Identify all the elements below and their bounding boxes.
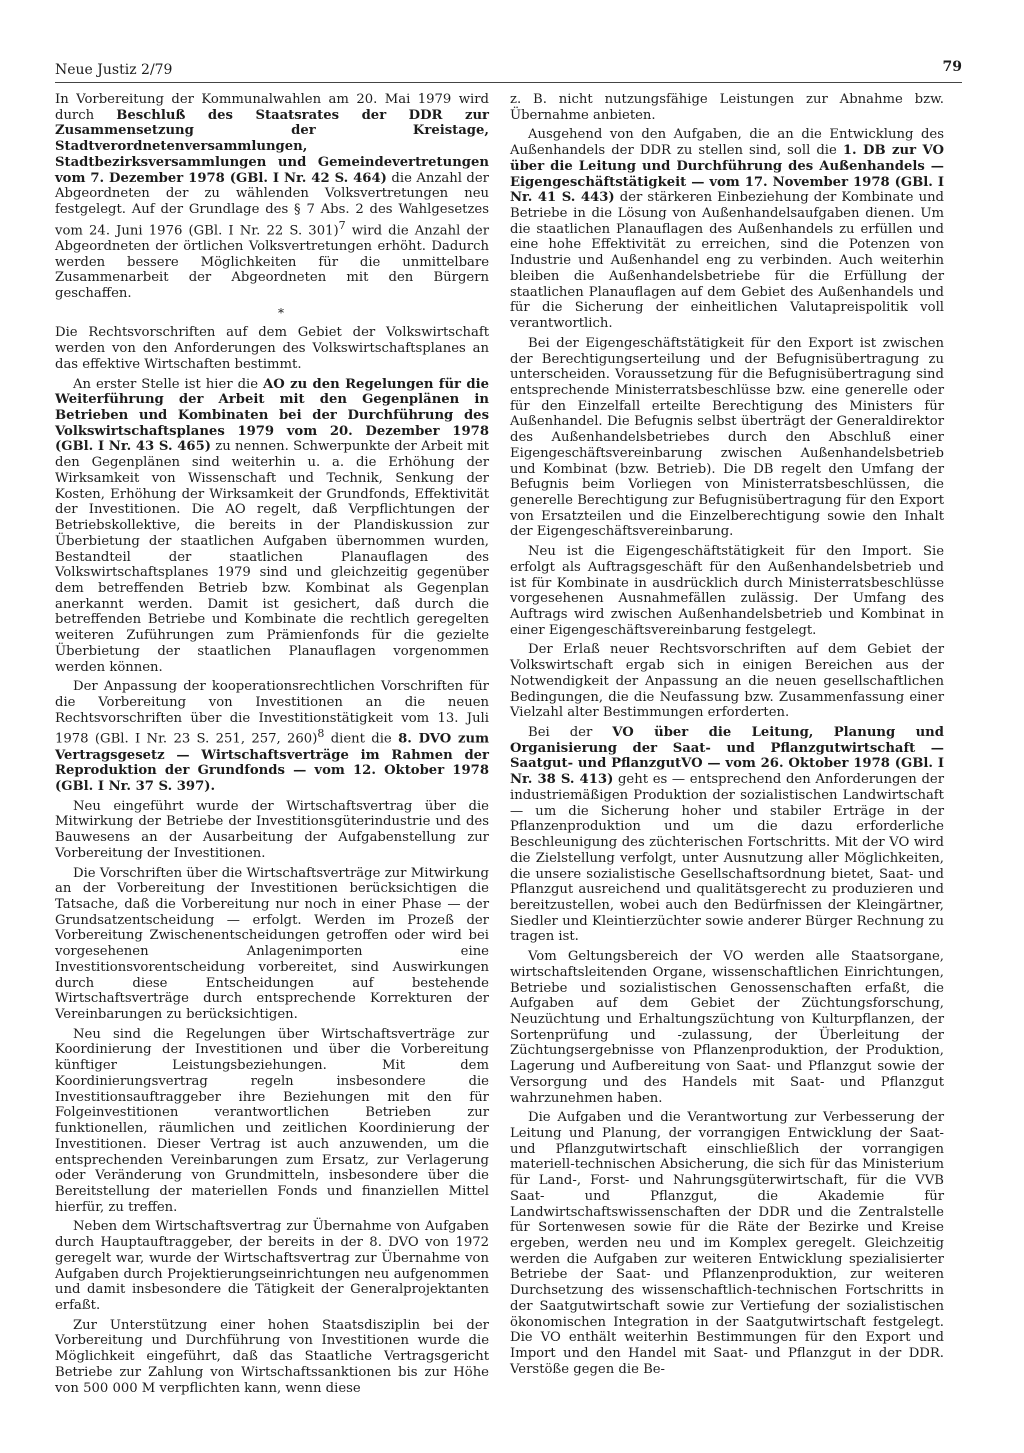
paragraph: Neu eingeführt wurde der Wirtschaftsvertrag über die Mitwirkung der Betriebe der Investitionsgüterindustrie und des Bauwesens an der Ausarbeitung der Aufgabenstellung zur Vorbereitung der Investitionen. (55, 798, 489, 861)
paragraph: Zur Unterstützung einer hohen Staatsdisziplin bei der Vorbereitung und Durchführung von Investitionen wurde die Möglichkeit eingeführt, daß das Staatliche Vertragsgericht Betriebe zur Zahlung von Wirtschaftssanktionen bis zur Höhe von 500 000 M verpflichten kann, wenn diese (55, 1317, 489, 1396)
paragraph: Vom Geltungsbereich der VO werden alle Staatsorgane, wirtschaftsleitenden Organe, wissenschaftlichen Einrichtungen, Betriebe und sozialistischen Genossenschaften erfaßt, die Aufgaben auf dem Gebiet der Züchtungsforschung, Neuzüchtung und Erhaltungszüchtung von Kulturpflanzen, der Sortenprüfung und -zulassung, der Überleitung der Züchtungsergebnisse von Pflanzenproduktion, der Produktion, Lagerung und Aufbereitung von Saat- und Pflanzgut sowie der Versorgung und des Handels mit Saat- und Pflanzgut wahrzunehmen haben. (510, 949, 944, 1106)
section-separator: * (278, 305, 284, 320)
paragraph: z. B. nicht nutzungsfähige Leistungen zur Abnahme bzw. Übernahme anbieten. (510, 92, 944, 123)
paragraph: Ausgehend von den Aufgaben, die an die Entwicklung des Außenhandels der DDR zu stellen sind, soll die 1. DB zur VO über die Leitung und Durchführung des Außenhandels — Eigengeschäftstätigkeit — vom 17. November 1978 (GBl. I Nr. 41 S. 443) der stärkeren Einbeziehung der Kombinate und Betriebe in die Lösung von Außenhandelsaufgaben dienen. Um die staatlichen Planauflagen des Außenhandels zu erfüllen und eine hohe Effektivität zu erreichen, sind die Potenzen von Industrie und Außenhandel eng zu verbinden. Auch weiterhin bleiben die Außenhandelsbetriebe für die Erfüllung der staatlichen Planauflagen auf dem Gebiet des Außenhandels und für die Sicherung der einheitlichen Valutapreispolitik voll verantwortlich. (510, 127, 944, 332)
paragraph: Der Erlaß neuer Rechtsvorschriften auf dem Gebiet der Volkswirtschaft ergab sich in einigen Bereichen aus der Notwendigkeit der Anpassung an die neuen gesellschaftlichen Bedingungen, die die Neufassung bzw. Zusammenfassung einer Vielzahl alter Bestimmungen erforderten. (510, 642, 944, 721)
paragraph: Die Rechtsvorschriften auf dem Gebiet der Volkswirtschaft werden von den Anforderungen des Volkswirtschaftsplanes an das effektive Wirtschaften bestimmt. (55, 325, 489, 372)
footnote-ref: 8 (317, 727, 325, 741)
page-header (55, 59, 962, 83)
paragraph: Bei der Eigengeschäftstätigkeit für den Export ist zwischen der Berechtigungserteilung und der Befugnisübertragung zu unterscheiden. Voraussetzung für die Befugnisübertragung sind entsprechende Ministerratsbeschlüsse bzw. eine generelle oder für den Einzelfall erteilte Berechtigung des Ministers für Außenhandel. Die Befugnis selbst überträgt der Generaldirektor des Außenhandelsbetriebes durch den Abschluß einer Eigengeschäftsvereinbarung zwischen Außenhandelsbetrieb und Kombinat (bzw. Betrieb). Die DB regelt den Umfang der Befugnis beim Vorliegen von Ministerratsbeschlüssen, die generelle Berechtigung zur Befugnisübertragung für den Export von Ersatzteilen und die Einzelberechtigung sowie den Inhalt der Eigengeschäftsvereinbarung. (510, 335, 944, 540)
paragraph: Die Vorschriften über die Wirtschaftsverträge zur Mitwirkung an der Vorbereitung der Investitionen berücksichtigen die Tatsache, daß die Vorbereitung nur noch in einer Phase — der Grundsatzentscheidung — erfolgt. Werden im Prozeß der Vorbereitung Zwischenentscheidungen getroffen oder wird bei vorgesehenen Anlagenimporten eine Investitionsvorentscheidung vorbereitet, sind Auswirkungen durch diese Entscheidungen auf bestehende Wirtschaftsverträge durch entsprechende Korrekturen der Vereinbarungen zu berücksichtigen. (55, 865, 489, 1023)
page-number: 79 (942, 59, 962, 75)
paragraph: An erster Stelle ist hier die AO zu den Regelungen für die Weiterführung der Arbeit mit den Gegenplänen in Betrieben und Kombinaten bei der Durchführung des Volkswirtschaftsplanes 1979 vom 20. Dezember 1978 (GBl. I Nr. 43 S. 465) zu nennen. Schwerpunkte der Arbeit mit den Gegenplänen sind weiterhin u. a. die Erhöhung der Wirksamkeit von Wissenschaft und Technik, Senkung der Kosten, Erhöhung der Wirksamkeit der Grundfonds, Effektivität der Investitionen. Die AO regelt, daß Verpflichtungen der Betriebskollektive, die bereits in der Plandiskussion zur Überbietung der staatlichen Aufgaben übernommen wurden, Bestandteil der staatlichen Planauflagen des Volkswirtschaftsplanes 1979 sind und gleichzeitig gegenüber dem betreffenden Betrieb bzw. Kombinat als Gegenplan anerkannt werden. Damit ist gesichert, daß durch die betreffenden Betriebe und Kombinate die rechtlich geregelten weiteren Zuführungen zum Prämienfonds für die gezielte Überbietung der staatlichen Planauflagen vorgenommen werden können. (55, 376, 489, 675)
journal-title: Neue Justiz 2/79 (55, 62, 173, 78)
paragraph: Neu sind die Regelungen über Wirtschaftsverträge zur Koordinierung der Investitionen und über die Vorbereitung künftiger Leistungsbeziehungen. Mit dem Koordinierungsvertrag regeln insbesondere die Investitionsauftraggeber ihre Beziehungen mit den für Folgeinvestitionen verantwortlichen Betrieben zur funktionellen, räumlichen und zeitlichen Koordinierung der Investitionen. Dieser Vertrag ist auch anzuwenden, um die entsprechenden Vereinbarungen zum Ersatz, zur Verlagerung oder Veränderung von Grundmitteln, insbesondere über die Bereitstellung der materiellen Fonds und finanziellen Mittel hierfür, zu treffen. (55, 1026, 489, 1215)
paragraph: Die Aufgaben und die Verantwortung zur Verbesserung der Leitung und Planung, der vorrangigen Entwicklung der Saat- und Pflanzgutwirtschaft einschließlich der vorrangigen materiell-technischen Absicherung, die sich für das Ministerium für Land-, Forst- und Nahrungsgüterwirtschaft, für die VVB Saat- und Pflanzgut, die Akademie für Landwirtschaftswissenschaften der DDR und die Zentralstelle für Sortenwesen sowie für die Räte der Bezirke und Kreise ergeben, werden neu und im Komplex geregelt. Gleichzeitig werden die Aufgaben zur weiteren Entwicklung spezialisierter Betriebe der Saat- und Pflanzenproduktion, zur weiteren Durchsetzung des wissenschaftlich-technischen Fortschritts in der Saatgutwirtschaft sowie zur Vertiefung der sozialistischen ökonomischen Integration in der Saatgutwirtschaft festgelegt. Die VO enthält weiterhin Bestimmungen für den Export und Import und den Handel mit Saat- und Pflanzgut in der DDR. Verstöße gegen die Be- (510, 1110, 944, 1377)
left-column (55, 92, 489, 1400)
paragraph: In Vorbereitung der Kommunalwahlen am 20. Mai 1979 wird durch Beschluß des Staatsrates der DDR zur Zusammensetzung der Kreistage, Stadtverordnetenversammlungen, Stadtbezirksversammlungen und Gemeindevertretungen vom 7. Dezember 1978 (GBl. I Nr. 42 S. 464) die Anzahl der Abgeordneten der zu wählenden Volksvertretungen neu festgelegt. Auf der Grundlage des § 7 Abs. 2 des Wahlgesetzes vom 24. Juni 1976 (GBl. I Nr. 22 S. 301)$^7$ wird die Anzahl der Abgeordneten der örtlichen Volksvertretungen erhöht. Dadurch werden bessere Möglichkeiten für die unmittelbare Zusammenarbeit der Abgeordneten mit den Bürgern geschaffen. (55, 92, 490, 302)
footnote-ref: 7 (338, 218, 346, 232)
paragraph: Neu ist die Eigengeschäftstätigkeit für den Import. Sie erfolgt als Auftragsgeschäft für den Außenhandelsbetrieb und ist für Kombinate in ausdrücklich durch Ministerratsbeschlüsse vorgesehenen Ausnahmefällen zulässig. Der Umfang des Auftrags wird zwischen Außenhandelsbetrieb und Kombinat in einer Eigengeschäftsvereinbarung festgelegt. (510, 544, 944, 638)
paragraph: Neben dem Wirtschaftsvertrag zur Übernahme von Aufgaben durch Hauptauftraggeber, der bereits in der 8. DVO von 1972 geregelt war, wurde der Wirtschaftsvertrag zur Übernahme von Aufgaben durch Projektierungseinrichtungen neu aufgenommen und damit insbesondere die Tätigkeit der Generalprojektanten erfaßt. (55, 1219, 489, 1313)
paragraph: Bei der VO über die Leitung, Planung und Organisierung der Saat- und Pflanzgutwirtschaft — Saatgut- und PflanzgutVO — vom 26. Oktober 1978 (GBl. I Nr. 38 S. 413) geht es — entsprechend den Anforderungen der industriemäßigen Produktion der sozialistischen Landwirtschaft — um die Sicherung hoher und stabiler Erträge in der Pflanzenproduktion und um die dazu erforderliche Beschleunigung des züchterischen Fortschritts. Mit der VO wird die Zielstellung verfolgt, unter Ausnutzung aller Möglichkeiten, die unsere sozialistische Gesellschaftsordnung bietet, Saat- und Pflanzgut ausreichend und qualitätsgerecht zu produzieren und bereitzustellen, wobei auch den Bedürfnissen der Kleingärtner, Siedler und Kleintierzüchter sowie anderer Bürger Rechnung zu tragen ist. (510, 725, 944, 945)
paragraph: Der Anpassung der kooperationsrechtlichen Vorschriften für die Vorbereitung von Investitionen an die neuen Rechtsvorschriften über die Investitionstätigkeit vom 13. Juli 1978 (GBl. I Nr. 23 S. 251, 257, 260)$^8$ dient die 8. DVO zum Vertragsgesetz — Wirtschaftsverträge im Rahmen der Reproduktion der Grundfonds — vom 12. Oktober 1978 (GBl. I Nr. 37 S. 397). (55, 679, 490, 794)
right-column (510, 92, 944, 1382)
